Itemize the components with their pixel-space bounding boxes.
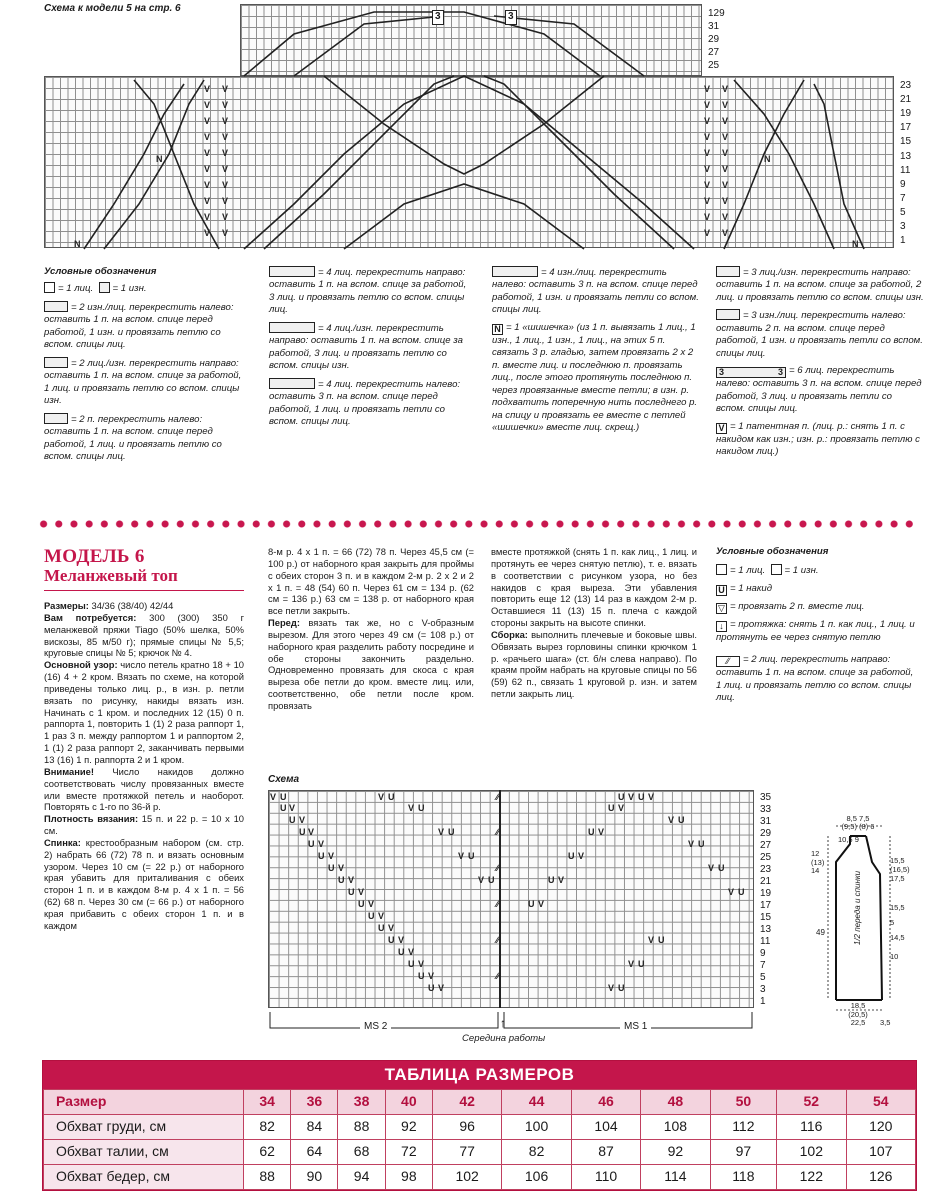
svg-text:V: V: [478, 875, 485, 885]
paragraph: вместе протяжкой (снять 1 п. как лиц., 1 лиц. и протянуть ее через снятую петлю), т. е. вязать в соответствии с рисунком узора, но без накидов с края выреза. Эти убавления повторить еще 12 (13) 14 раз в каждом 2-м р. Оставшиеся 11 (13) 15 п. плеча с каждой стороны закрыть на высоте спинки.: [491, 546, 697, 629]
svg-text:V: V: [418, 959, 425, 969]
table-cell: 114: [641, 1165, 710, 1190]
svg-text:U: U: [318, 851, 325, 861]
legend1-item: = 3 лиц./изн. перекрестить направо: оставить 1 п. на вспом. спице за работой, 2 лиц. и провязать петлю со вспом. спицы изн.: [716, 267, 924, 303]
svg-text:V: V: [328, 851, 335, 861]
svg-text:V: V: [204, 164, 211, 174]
svg-text:U: U: [468, 851, 475, 861]
svg-text:V: V: [270, 792, 277, 802]
pattern-bottom-extra: 3,5: [880, 1018, 891, 1027]
row-number: 5: [760, 972, 766, 983]
svg-text:V: V: [722, 132, 729, 142]
svg-text:V: V: [704, 116, 711, 126]
size-header-cell: 44: [502, 1090, 571, 1115]
svg-text:V: V: [722, 228, 729, 238]
patent-stitch-icon: V: [716, 423, 727, 434]
size-header-cell: 48: [641, 1090, 710, 1115]
svg-text:V: V: [204, 132, 211, 142]
svg-text:V: V: [378, 911, 385, 921]
svg-text:V: V: [704, 148, 711, 158]
svg-text:U: U: [568, 851, 575, 861]
legend1-item: = 1 лиц. = 1 изн.: [44, 282, 249, 295]
paragraph: Размеры: 34/36 (38/40) 42/44: [44, 600, 174, 611]
svg-text:U: U: [448, 827, 455, 837]
svg-text:V: V: [688, 839, 695, 849]
table-cell: 97: [710, 1140, 776, 1165]
svg-text:U: U: [488, 875, 495, 885]
scheme1-title: Схема к модели 5 на стр. 6: [44, 3, 181, 14]
row-number: 1: [900, 235, 906, 246]
row-number: 7: [760, 960, 766, 971]
cable-cross-icon: ∕∕: [716, 656, 740, 667]
svg-text:U: U: [388, 935, 395, 945]
svg-text:∕∕: ∕∕: [496, 863, 500, 873]
row-number: 11: [760, 936, 771, 947]
cable-cross-icon: [269, 266, 315, 277]
svg-text:V: V: [204, 228, 211, 238]
svg-text:V: V: [458, 851, 465, 861]
paragraph: Перед: вязать так же, но с V-образным вырезом. Для этого через 49 см (= 108 р.) от наборного края разделить работу посредине и обе стороны закончить раздельно. Одновременно провязать для скоса с края выреза обе петли до кром. вместе лиц. или, соответственно, обе петли после кром. провязать: [268, 617, 474, 711]
table-cell: 122: [777, 1165, 846, 1190]
pattern-left-nums: 12 (13) 14: [811, 849, 825, 876]
svg-text:V: V: [289, 803, 296, 813]
svg-text:N: N: [764, 154, 771, 164]
svg-text:∕∕: ∕∕: [496, 792, 500, 802]
cable-six-icon: 3 3: [716, 367, 786, 378]
svg-text:V: V: [628, 959, 635, 969]
paragraph: Плотность вязания: 15 п. и 22 р. = 10 х 10 см.: [44, 813, 244, 837]
size-header-cell: 54: [846, 1090, 915, 1115]
legend2-item: = 1 лиц. = 1 изн.: [716, 564, 916, 577]
table-cell: 88: [338, 1115, 385, 1140]
svg-text:U: U: [638, 792, 645, 802]
size-header-cell: 42: [432, 1090, 501, 1115]
legend1-col1: [44, 266, 249, 469]
size-header-cell: 36: [291, 1090, 338, 1115]
svg-text:U: U: [738, 887, 745, 897]
paragraph: Сборка: выполнить плечевые и боковые швы. Обвязать вырез горловины спинки крючком 1 р. «рачьего шага» (ст. б/н слева направо). По краям пройм набрать на круговые спицы по 56 (59) 62 п., связать 1 круговой р. изн. и затем петли закрыть лиц.: [491, 628, 697, 700]
row-number: 9: [760, 948, 766, 959]
svg-text:V: V: [668, 815, 675, 825]
row-number: 33: [760, 804, 772, 815]
row-number: 25: [708, 60, 720, 71]
size-table-grid: [43, 1089, 916, 1190]
svg-text:V: V: [222, 196, 229, 206]
table-cell: 102: [432, 1165, 501, 1190]
table-cell: 102: [777, 1140, 846, 1165]
row-number: 19: [900, 108, 912, 119]
row-number: 23: [760, 864, 772, 875]
row-number: 25: [760, 852, 772, 863]
ms1-label: MS 1: [620, 1021, 651, 1034]
svg-text:U: U: [348, 887, 355, 897]
svg-text:V: V: [722, 100, 729, 110]
legend2-item: ∕∕ = 2 лиц. перекрестить направо: оставить 1 п. на вспом. спице за работой, 1 лиц. и провязать петлю со вспом. спицы лиц.: [716, 654, 914, 704]
model-subtitle: Меланжевый топ: [44, 566, 178, 585]
svg-text:V: V: [204, 84, 211, 94]
pattern-top-nums-b: 10,5 9: [838, 835, 859, 844]
table-cell: 90: [291, 1165, 338, 1190]
svg-text:V: V: [338, 863, 345, 873]
row-number: 29: [708, 34, 720, 45]
svg-text:V: V: [204, 180, 211, 190]
svg-text:V: V: [204, 148, 211, 158]
paragraph: Вам потребуется: 300 (300) 350 г меланжевой пряжи Tiago (50% шелка, 50% вискозы, 85 м/50 г); прямые спицы № 5,5; круговые спицы № 5; крючок № 4.: [44, 611, 245, 659]
bobble-icon: N: [492, 324, 503, 335]
pattern-right-nums: 15,5 (16,5) 17,5 15,5 5 14,5 10: [890, 856, 910, 961]
svg-text:V: V: [408, 803, 415, 813]
svg-text:∕∕: ∕∕: [496, 827, 500, 837]
row-number: 19: [760, 888, 772, 899]
svg-text:V: V: [358, 887, 365, 897]
legend1-item: = 4 лиц. перекрестить направо: оставить 1 п. на вспом. спице за работой, 3 лиц. и провязать петлю со вспом. спицы лиц.: [269, 267, 467, 316]
row-number: 7: [900, 193, 906, 204]
paragraph: Основной узор: число петель кратно 18 + 10 (16) 4 + 2 кром. Вязать по схеме, на которой приведены только лиц. р., в изн. р. петли вязать по рисунку, накиды вязать изн. Начинать с 1 кром. и последних 12 (15) 0 п. раппорта 1, повторить 1 (1) 2 раза раппорт 1, 1 раз 3 п. между раппортом 1 и раппортом 2, 1 (1) 2 раза раппорт 2, заканчивать первыми 13 (16) 1 п. раппорта 2 и 1 кром.: [44, 659, 244, 765]
svg-text:V: V: [704, 164, 711, 174]
svg-text:V: V: [704, 84, 711, 94]
svg-text:V: V: [722, 84, 729, 94]
svg-text:V: V: [204, 100, 211, 110]
cable-cross-icon: [716, 309, 740, 320]
svg-text:V: V: [648, 792, 655, 802]
svg-text:U: U: [588, 827, 595, 837]
row-label: Обхват груди, см: [44, 1115, 244, 1140]
svg-text:V: V: [299, 815, 306, 825]
cable-cross-icon: [492, 266, 538, 277]
svg-text:V: V: [378, 792, 385, 802]
svg-text:V: V: [222, 84, 229, 94]
legend2: [716, 546, 916, 710]
table-cell: 108: [641, 1115, 710, 1140]
svg-text:V: V: [222, 212, 229, 222]
cable-cross-icon: [44, 301, 68, 312]
svg-text:U: U: [328, 863, 335, 873]
legend1-col3: [492, 266, 702, 440]
svg-text:V: V: [722, 212, 729, 222]
table-cell: 84: [291, 1115, 338, 1140]
svg-text:U: U: [378, 923, 385, 933]
table-cell: 64: [291, 1140, 338, 1165]
size-header-cell: 52: [777, 1090, 846, 1115]
arrow-up-icon: ↑: [500, 1016, 506, 1030]
svg-text:V: V: [204, 116, 211, 126]
scheme2-title: Схема: [268, 774, 300, 785]
svg-text:V: V: [708, 863, 715, 873]
svg-text:V: V: [398, 935, 405, 945]
row-number: 31: [708, 21, 720, 32]
pattern-bottom-nums: 18,5 (20,5) 22,5: [848, 1001, 868, 1028]
row-number: 27: [708, 47, 720, 58]
ms2-label: MS 2: [360, 1021, 391, 1034]
table-cell: 126: [846, 1165, 915, 1190]
table-cell: 87: [571, 1140, 640, 1165]
text-column-3: [491, 546, 697, 700]
table-cell: 120: [846, 1115, 915, 1140]
slip-decrease-icon: ↓: [716, 621, 727, 632]
legend2-title: Условные обозначения: [716, 546, 829, 557]
row-number: 3: [900, 221, 906, 232]
row-number: 29: [760, 828, 772, 839]
table-cell: 106: [502, 1165, 571, 1190]
svg-text:N: N: [74, 239, 81, 249]
svg-text:U: U: [338, 875, 345, 885]
table-cell: 96: [432, 1115, 501, 1140]
svg-text:V: V: [368, 899, 375, 909]
legend1-item: 3 3 = 6 лиц. перекрестить налево: оставить 3 п. на вспом. спице перед работой, 3 лиц. и провязать петли со вспом. спицы лиц.: [716, 365, 922, 415]
svg-text:U: U: [658, 935, 665, 945]
scheme1-top-mark-2: 3: [505, 10, 517, 25]
size-table-row: [44, 1140, 916, 1165]
purl-stitch-icon: [99, 282, 110, 293]
center-label: Середина работы: [462, 1033, 546, 1044]
svg-text:N: N: [156, 154, 163, 164]
svg-text:V: V: [538, 899, 545, 909]
svg-text:V: V: [318, 839, 325, 849]
table-cell: 92: [641, 1140, 710, 1165]
svg-text:U: U: [698, 839, 705, 849]
legend1-item: = 2 п. перекрестить налево: оставить 1 п. на вспом. спице перед работой, 1 лиц. и провязать петлю со вспом. спицы лиц.: [44, 413, 222, 463]
svg-text:U: U: [289, 815, 296, 825]
svg-text:∕∕: ∕∕: [496, 935, 500, 945]
svg-text:V: V: [704, 212, 711, 222]
svg-text:U: U: [678, 815, 685, 825]
size-table: [42, 1060, 917, 1191]
paragraph: 8-м р. 4 х 1 п. = 66 (72) 78 п. Через 45,5 см (= 100 р.) от наборного края закрыть для проймы с обеих сторон 3 п. и в каждом 2-м р. 2 х 2 и 2 х 1 п. = 48 (54) 60 п. Через 61 см = 134 р. (62 см = 136 р.) 63 см = 138 р. от наборного края все петли закрыть.: [268, 546, 474, 617]
svg-text:V: V: [438, 827, 445, 837]
knit-stitch-icon: [716, 564, 727, 575]
purl-stitch-icon: [771, 564, 782, 575]
table-cell: 88: [244, 1165, 291, 1190]
svg-text:V: V: [628, 792, 635, 802]
pattern-height: 49: [816, 928, 825, 937]
size-header-cell: 34: [244, 1090, 291, 1115]
svg-text:U: U: [528, 899, 535, 909]
row-number: 15: [760, 912, 772, 923]
title-rule: [44, 590, 244, 591]
table-cell: 112: [710, 1115, 776, 1140]
row-number: 17: [900, 122, 912, 133]
svg-text:V: V: [308, 827, 315, 837]
size-header-cell: 46: [571, 1090, 640, 1115]
table-cell: 62: [244, 1140, 291, 1165]
svg-text:U: U: [358, 899, 365, 909]
paragraph: Спинка: крестообразным набором (см. стр. 2) набрать 66 (72) 78 п. и вязать основным узором. Через 10 см (= 22 р.) от наборного края убавить для приталивания с обеих сторон 1 п. и в каждом 8-м р. 4 х 1 п. = 56 (62) 68 п. Через 30 см (= 66 р.) от наборного края прибавить с обеих сторон 1 п. и в каждом: [44, 836, 244, 931]
svg-text:V: V: [222, 180, 229, 190]
size-header-cell: 50: [710, 1090, 776, 1115]
svg-text:V: V: [648, 935, 655, 945]
svg-text:U: U: [308, 839, 315, 849]
row-number: 11: [900, 165, 911, 176]
svg-text:V: V: [222, 164, 229, 174]
model-title: МОДЕЛЬ 6: [44, 546, 145, 567]
svg-text:V: V: [704, 180, 711, 190]
legend1-item: N = 1 «шишечка» (из 1 п. вывязать 1 лиц., 1 изн., 1 лиц., 1 изн., 1 лиц., на этих 5 п. связать 3 р. гладью, затем провязать 2 х 2 п. вместе лиц. и последнюю п. провязать лиц., после этого протянуть последнюю п. через провязанные вместе петли; в изн. р. подхватить поперечную нить последнего р. на спицу и провязать ее вместе с петлей «шишечки» вместе лиц. скрещ.): [492, 321, 698, 434]
size-header-cell: 38: [338, 1090, 385, 1115]
svg-text:U: U: [408, 959, 415, 969]
table-cell: 68: [338, 1140, 385, 1165]
legend2-item: U = 1 накид: [716, 583, 916, 596]
svg-text:V: V: [722, 196, 729, 206]
table-cell: 107: [846, 1140, 915, 1165]
svg-text:V: V: [438, 983, 445, 993]
svg-text:∕∕: ∕∕: [496, 899, 500, 909]
svg-text:V: V: [728, 887, 735, 897]
legend2-item: ↓ = протяжка: снять 1 п. как лиц., 1 лиц. и протянуть ее через снятую петлю: [716, 618, 915, 643]
row-label: Обхват бедер, см: [44, 1165, 244, 1190]
size-table-title: ТАБЛИЦА РАЗМЕРОВ: [43, 1061, 916, 1089]
size-table-row: [44, 1115, 916, 1140]
table-cell: 110: [571, 1165, 640, 1190]
table-cell: 116: [777, 1115, 846, 1140]
svg-text:V: V: [204, 196, 211, 206]
svg-text:U: U: [368, 911, 375, 921]
table-cell: 72: [385, 1140, 432, 1165]
svg-text:U: U: [418, 803, 425, 813]
row-label: Обхват талии, см: [44, 1140, 244, 1165]
svg-text:V: V: [704, 228, 711, 238]
size-header-label: Размер: [44, 1090, 244, 1115]
k2tog-icon: ▽: [716, 603, 727, 614]
legend1-col4: [716, 266, 924, 464]
size-table-header-row: [44, 1090, 916, 1115]
svg-text:V: V: [704, 132, 711, 142]
cable-cross-icon: [44, 413, 68, 424]
row-number: 5: [900, 207, 906, 218]
pattern-top-nums: 8,5 7,5 (9,5) (8) 6: [841, 814, 875, 832]
table-cell: 92: [385, 1115, 432, 1140]
svg-text:V: V: [222, 100, 229, 110]
paragraph: Внимание! Число накидов должно соответствовать числу провязанных вместе или вместе протяжкой петель и наоборот. Повторять с 1-го по 36-й р.: [44, 765, 244, 813]
legend1-item: = 3 изн./лиц. перекрестить налево: оставить 2 п. на вспом. спице перед работой, 1 изн. и провязать петли со вспом. спицы лиц.: [716, 310, 923, 359]
svg-text:U: U: [280, 803, 287, 813]
svg-text:U: U: [618, 983, 625, 993]
pattern-label: 1/2 переда и спинки: [852, 870, 862, 946]
svg-text:U: U: [280, 792, 287, 802]
svg-text:V: V: [222, 116, 229, 126]
legend1-item: = 4 лиц. перекрестить налево: оставить 3 п. на вспом. спице перед работой, 1 лиц. и провязать петли со вспом. спицы лиц.: [269, 378, 461, 428]
row-number: 17: [760, 900, 772, 911]
svg-text:V: V: [618, 803, 625, 813]
scheme2-repeat-brackets: [268, 1010, 754, 1032]
svg-text:V: V: [388, 923, 395, 933]
svg-text:V: V: [222, 132, 229, 142]
table-cell: 82: [502, 1140, 571, 1165]
svg-text:N: N: [852, 239, 859, 249]
row-number: 21: [900, 94, 912, 105]
cable-cross-icon: [44, 357, 68, 368]
svg-text:V: V: [722, 164, 729, 174]
knit-stitch-icon: [44, 282, 55, 293]
row-number: 35: [760, 792, 772, 803]
svg-text:V: V: [608, 983, 615, 993]
dotted-separator: [36, 519, 916, 529]
svg-text:V: V: [222, 228, 229, 238]
legend1-col2: [269, 266, 474, 434]
text-column-2: [268, 546, 474, 712]
svg-text:U: U: [618, 792, 625, 802]
table-cell: 77: [432, 1140, 501, 1165]
svg-text:U: U: [398, 947, 405, 957]
svg-text:U: U: [608, 803, 615, 813]
svg-text:V: V: [704, 100, 711, 110]
svg-text:V: V: [722, 180, 729, 190]
legend1-item: V = 1 патентная п. (лиц. р.: снять 1 п. с накидом как изн.; изн. р.: провязать петлю с накидом лиц.): [716, 420, 920, 458]
scheme1-pattern-overlay: [44, 4, 894, 250]
svg-text:V: V: [722, 148, 729, 158]
row-number: 15: [900, 136, 912, 147]
svg-text:U: U: [718, 863, 725, 873]
size-header-cell: 40: [385, 1090, 432, 1115]
svg-text:U: U: [428, 983, 435, 993]
svg-text:V: V: [704, 196, 711, 206]
row-number: 129: [708, 8, 725, 19]
cable-cross-icon: [269, 378, 315, 389]
row-number: 21: [760, 876, 772, 887]
legend1-item: = 2 лиц./изн. перекрестить направо: оставить 1 п. на вспом. спице за работой, 1 лиц. и провязать петлю со вспом. спицы изн.: [44, 357, 242, 407]
svg-text:U: U: [418, 971, 425, 981]
row-number: 31: [760, 816, 772, 827]
legend1-item: = 4 изн./лиц. перекрестить налево: оставить 3 п. на вспом. спице перед работой, 1 изн. и провязать петли со вспом. спицы лиц.: [492, 267, 699, 316]
row-number: 3: [760, 984, 766, 995]
svg-text:V: V: [222, 148, 229, 158]
svg-text:V: V: [558, 875, 565, 885]
svg-text:U: U: [548, 875, 555, 885]
cable-cross-icon: [716, 266, 740, 277]
table-cell: 104: [571, 1115, 640, 1140]
svg-text:V: V: [428, 971, 435, 981]
size-table-row: [44, 1165, 916, 1190]
cable-cross-icon: [269, 322, 315, 333]
legend1-title: Условные обозначения: [44, 266, 157, 277]
scheme2-pattern-overlay: [268, 790, 754, 1008]
table-cell: 118: [710, 1165, 776, 1190]
row-number: 9: [900, 179, 906, 190]
legend2-item: ▽ = провязать 2 п. вместе лиц.: [716, 601, 916, 614]
table-cell: 98: [385, 1165, 432, 1190]
svg-text:∕∕: ∕∕: [496, 971, 500, 981]
row-number: 23: [900, 80, 912, 91]
row-number: 13: [760, 924, 772, 935]
table-cell: 82: [244, 1115, 291, 1140]
svg-text:V: V: [408, 947, 415, 957]
svg-text:V: V: [204, 212, 211, 222]
table-cell: 94: [338, 1165, 385, 1190]
legend1-item: = 4 лиц./изн. перекрестить направо: оставить 1 п. на вспом. спице за работой, 3 лиц. и провязать петлю со вспом. спицы изн.: [269, 322, 463, 372]
scheme1-top-mark-1: 3: [432, 10, 444, 25]
svg-text:V: V: [578, 851, 585, 861]
row-number: 27: [760, 840, 772, 851]
table-cell: 100: [502, 1115, 571, 1140]
text-column-1: [44, 600, 244, 932]
svg-text:U: U: [638, 959, 645, 969]
yarn-over-icon: U: [716, 585, 727, 596]
svg-text:V: V: [722, 116, 729, 126]
legend1-item: = 2 изн./лиц. перекрестить налево: оставить 1 п. на вспом. спице перед работой, 1 изн. и провязать петлю со вспом. спицы лиц.: [44, 301, 234, 351]
svg-text:U: U: [299, 827, 306, 837]
svg-text:V: V: [598, 827, 605, 837]
row-number: 13: [900, 151, 912, 162]
svg-text:V: V: [348, 875, 355, 885]
row-number: 1: [760, 996, 766, 1007]
svg-text:U: U: [388, 792, 395, 802]
